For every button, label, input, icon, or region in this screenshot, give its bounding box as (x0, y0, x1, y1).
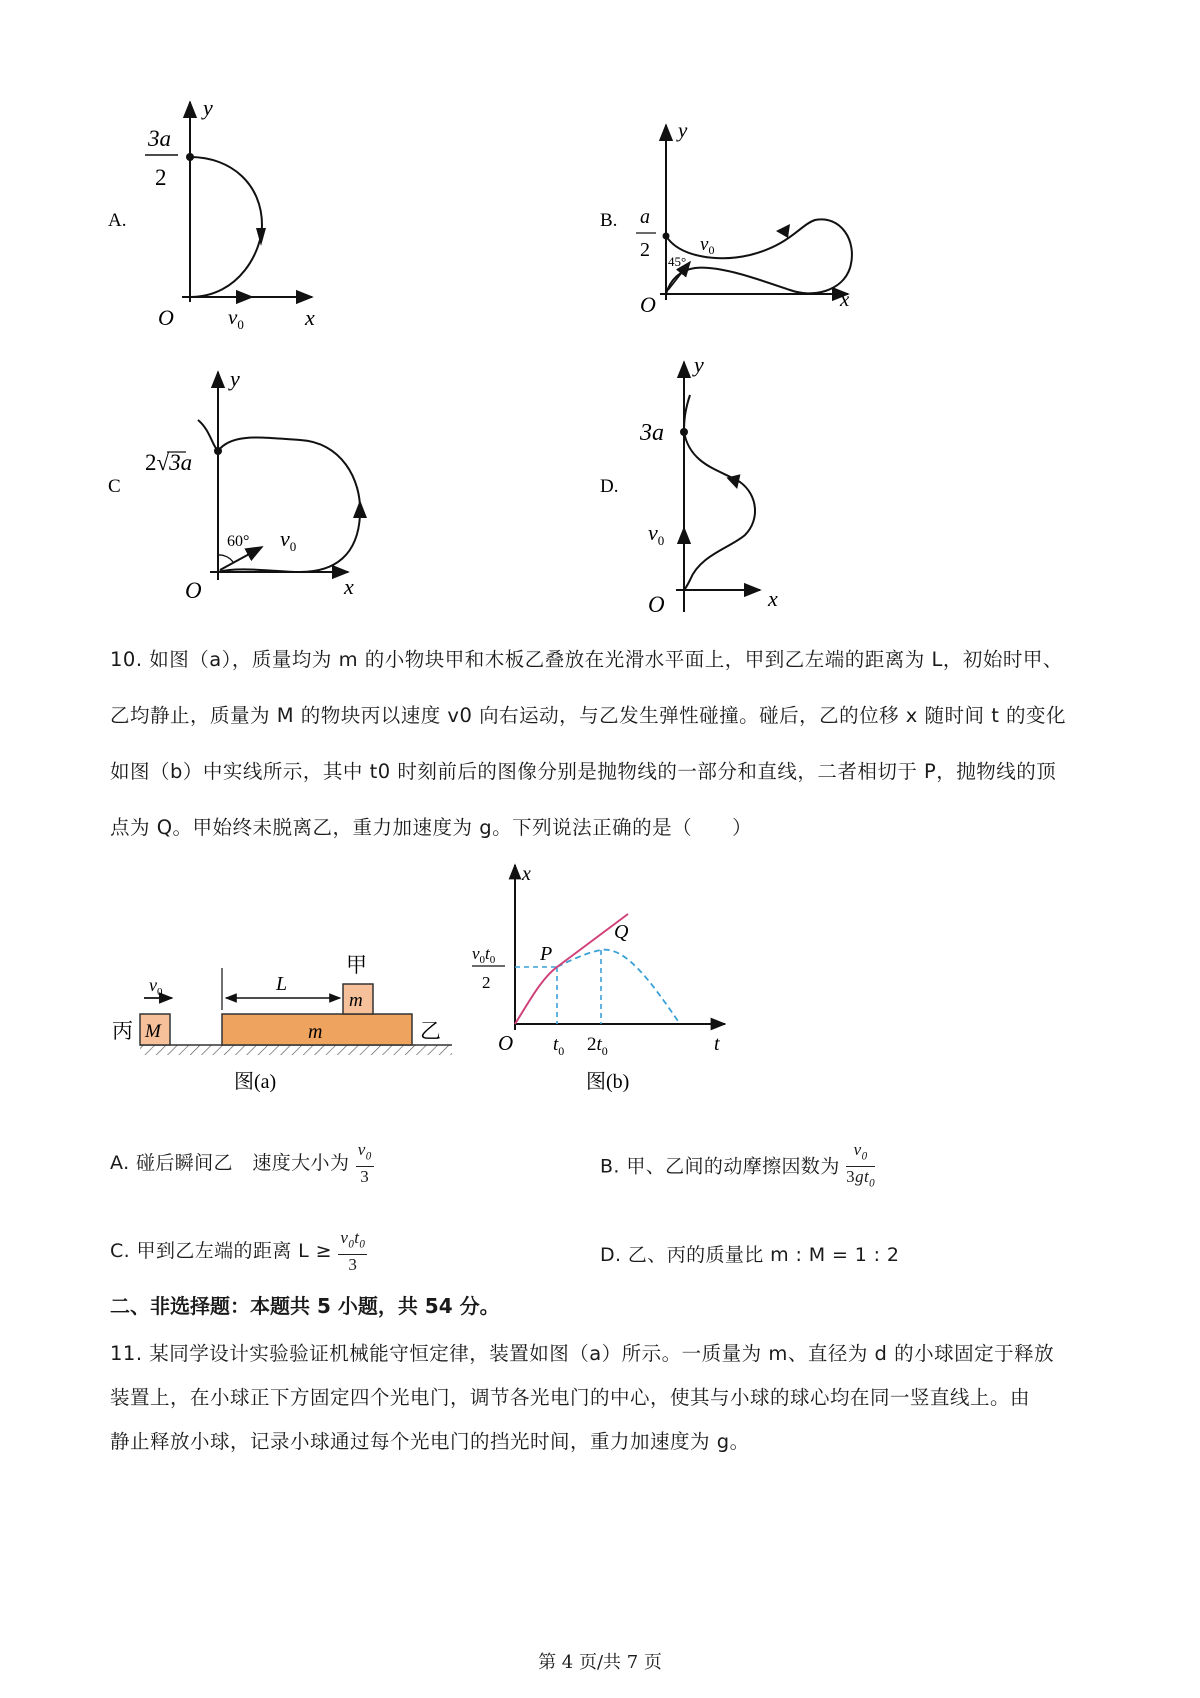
svg-text:P: P (540, 943, 553, 965)
svg-text:x: x (344, 574, 354, 599)
q11-line-1: 11. 某同学设计实验验证机械能守恒定律，装置如图（a）所示。一质量为 m、直径为 d 的小球固定于释放 (110, 1342, 1055, 1365)
svg-text:a: a (640, 206, 650, 228)
svg-text:2: 2 (640, 239, 650, 261)
q10-stem (110, 646, 1100, 870)
svg-text:m: m (308, 1021, 323, 1043)
q10-line-1: 10. 如图（a），质量均为 m 的小物块甲和木板乙叠放在光滑水平面上，甲到乙左端的距离为 L，初始时甲、 (110, 648, 1063, 671)
q11-line-2: 装置上，在小球正下方固定四个光电门，调节各光电门的中心，使其与小球的球心均在同一竖直线上。由 (110, 1386, 1031, 1409)
svg-text:y: y (678, 118, 688, 142)
option-a-v0: $v_0$ (228, 305, 244, 332)
svg-text:2: 2 (155, 165, 167, 190)
svg-text:甲: 甲 (346, 953, 367, 977)
svg-text:y: y (203, 95, 213, 120)
svg-text:x: x (768, 586, 778, 611)
q10-line-3: 如图（b）中实线所示，其中 t0 时刻前后的图像分别是抛物线的一部分和直线，二者相切于 P，抛物线的顶 (110, 760, 1057, 783)
option-a-label: A. (108, 210, 127, 231)
fig-b-t0: $t_0$ (553, 1034, 565, 1058)
q9-figures (0, 0, 1200, 640)
svg-text:O: O (640, 292, 656, 317)
svg-text:Q: Q (614, 921, 629, 943)
q10-option-d: D. 乙、丙的质量比 m : M = 1 : 2 (600, 1244, 900, 1266)
q10-figures (0, 860, 1200, 1100)
fig-a-v0: $v_0$ (149, 975, 163, 998)
q10-c-num: $v_0t_0$ (338, 1228, 367, 1255)
svg-text:y: y (230, 366, 240, 391)
q10-b-num: $v_0$ (846, 1140, 875, 1167)
svg-text:m: m (349, 990, 363, 1011)
q10-b-den: $3gt_0$ (846, 1167, 876, 1190)
option-a-figure (108, 95, 315, 332)
svg-text:图(b): 图(b) (586, 1071, 630, 1093)
svg-text:L: L (276, 973, 288, 995)
svg-text:45°: 45° (668, 254, 687, 269)
section-heading: 二、非选择题：本题共 5 小题，共 54 分。 (110, 1294, 500, 1318)
svg-text:O: O (648, 592, 665, 617)
option-d-figure (600, 352, 778, 617)
svg-text:O: O (498, 1031, 514, 1055)
q10-line-4: 点为 Q。甲始终未脱离乙，重力加速度为 g。下列说法正确的是（ ） (110, 816, 753, 839)
q10-line-2: 乙均静止，质量为 M 的物块丙以速度 v0 向右运动，与乙发生弹性碰撞。碰后，乙的位移 x 随时间 t 的变化 (110, 704, 1067, 727)
svg-text:3a: 3a (148, 126, 171, 151)
svg-text:x: x (522, 863, 531, 885)
svg-text:丙: 丙 (112, 1019, 133, 1043)
figure-b (472, 863, 725, 1093)
svg-text:O: O (158, 305, 174, 330)
svg-text:M: M (145, 1021, 161, 1042)
option-b-v0: $v_0$ (700, 234, 715, 257)
q11-line-3: 静止释放小球，记录小球通过每个光电门的挡光时间，重力加速度为 g。 (110, 1430, 750, 1453)
svg-text:t: t (714, 1033, 720, 1055)
q10-a-num: $v_0$ (356, 1140, 374, 1167)
option-b-figure (600, 118, 852, 317)
svg-text:x: x (305, 305, 315, 330)
svg-text:2: 2 (482, 973, 491, 992)
option-c-label: C (108, 476, 121, 497)
q11-stem (110, 1340, 1100, 1472)
svg-text:O: O (185, 578, 202, 603)
svg-text:乙: 乙 (420, 1019, 441, 1043)
svg-text:3a: 3a (640, 420, 664, 446)
q10-option-b: B. 甲、乙间的动摩擦因数为 $\frac{v_0}{3gt_0}$ (600, 1140, 875, 1194)
fig-b-2t0: $2t_0$ (587, 1034, 608, 1058)
option-d-label: D. (600, 476, 619, 497)
option-c-figure (108, 366, 367, 603)
q10-option-a: A. 碰后瞬间乙 速度大小为 $\frac{v_0}{3}$ (110, 1140, 372, 1187)
option-d-v0: $v_0$ (648, 520, 665, 548)
svg-text:60°: 60° (227, 533, 250, 550)
option-c-y-value: 2√3a (145, 450, 193, 475)
svg-text:x: x (840, 287, 850, 311)
figure-a (112, 953, 452, 1093)
option-b-label: B. (600, 210, 618, 231)
svg-text:图(a): 图(a) (234, 1071, 277, 1093)
q10-option-c: C. 甲到乙左端的距离 L ≥ $\frac{v_0t_0}{3}$ (110, 1228, 366, 1275)
option-c-v0: $v_0$ (280, 526, 297, 554)
page-footer: 第 4 页/共 7 页 (538, 1652, 662, 1673)
svg-text:y: y (694, 352, 704, 377)
fig-b-y-num: $v_0t_0$ (472, 944, 496, 966)
